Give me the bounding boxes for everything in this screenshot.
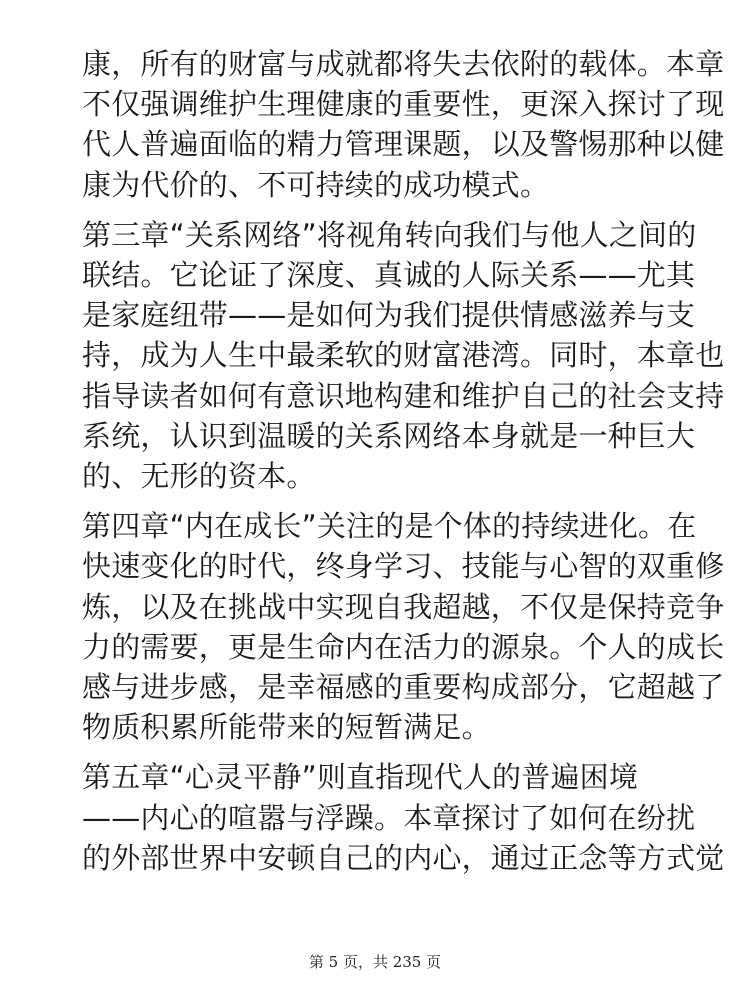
text-line: 代人普遍面临的精力管理课题，以及警惕那种以健: [82, 127, 725, 162]
text-line: ——内心的喧嚣与浮躁。本章探讨了如何在纷扰: [82, 800, 696, 835]
text-line: 炼，以及在挑战中实现自我超越，不仅是保持竞争: [82, 589, 725, 624]
text-line: 是家庭纽带——是如何为我们提供情感滋养与支: [82, 298, 696, 333]
text-line: 第五章“心灵平静”则直指现代人的普遍困境: [82, 760, 639, 795]
text-line: 感与进步感，是幸福感的重要构成部分，它超越了: [82, 670, 725, 705]
text-line: 的外部世界中安顿自己的内心，通过正念等方式觉: [82, 840, 725, 875]
text-line: 康，所有的财富与成就都将失去依附的载体。本章: [82, 47, 725, 81]
page-number-footer: 第 5 页，共 235 页: [308, 953, 442, 971]
text-line: 的、无形的资本。: [82, 459, 316, 494]
text-line: 快速变化的时代，终身学习、技能与心智的双重修: [82, 549, 725, 584]
text-line: 康为代价的、不可持续的成功模式。: [82, 167, 550, 202]
text-line: 指导读者如何有意识地构建和维护自己的社会支持: [82, 378, 725, 413]
text-line: 第三章“关系网络”将视角转向我们与他人之间的: [82, 217, 697, 252]
text-line: 力的需要，更是生命内在活力的源泉。个人的成长: [82, 629, 725, 664]
text-line: 第四章“内在成长”关注的是个体的持续进化。在: [82, 509, 697, 544]
text-line: 不仅强调维护生理健康的重要性，更深入探讨了现: [82, 87, 725, 122]
text-line: 持，成为人生中最柔软的财富港湾。同时，本章也: [82, 338, 725, 373]
paragraph-chapter-four: [82, 506, 725, 747]
paragraph-health-conclusion: [82, 44, 725, 205]
text-line: 物质积累所能带来的短暂满足。: [82, 710, 491, 745]
text-line: 系统，认识到温暖的关系网络本身就是一种巨大: [82, 418, 696, 453]
text-line: 联结。它论证了深度、真诚的人际关系——尤其: [82, 258, 696, 293]
paragraph-chapter-three: [82, 215, 725, 496]
paragraph-chapter-five: [82, 757, 725, 878]
page-body: [82, 44, 725, 888]
